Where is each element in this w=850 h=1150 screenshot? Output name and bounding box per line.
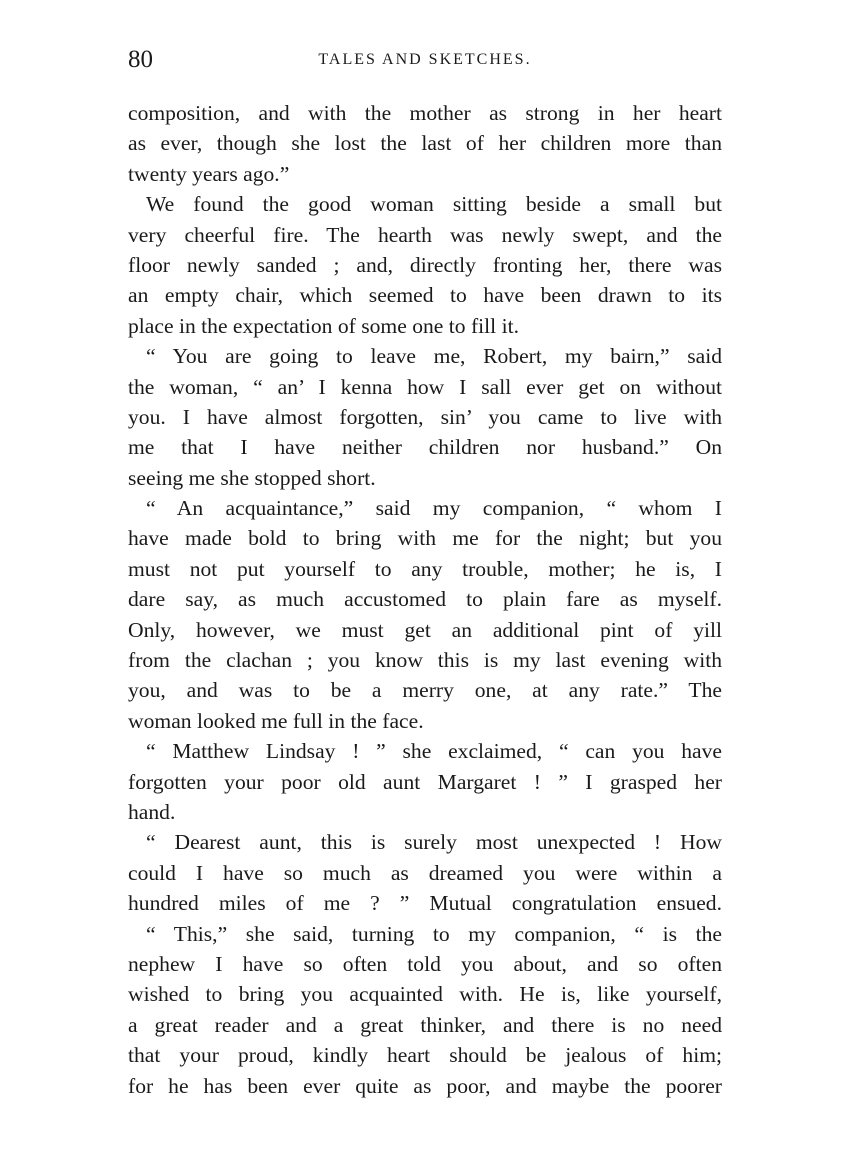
text-line: have made bold to bring with me for the night; but you bbox=[128, 526, 722, 551]
text-line: wished to bring you acquainted with. He is, like yourself, bbox=[128, 982, 722, 1007]
text-line: for he has been ever quite as poor, and maybe the poorer bbox=[128, 1073, 722, 1098]
text-line: could I have so much as dreamed you were within a bbox=[128, 860, 722, 885]
running-head bbox=[128, 44, 722, 76]
text-line: twenty years ago.” bbox=[128, 161, 290, 186]
running-title: TALES AND SKETCHES. bbox=[318, 51, 532, 68]
text-line: We found the good woman sitting beside a small but bbox=[146, 192, 722, 217]
text-line: nephew I have so often told you about, and so often bbox=[128, 951, 722, 976]
text-line: you. I have almost forgotten, sin’ you came to live with bbox=[128, 404, 722, 429]
text-line: as ever, though she lost the last of her children more than bbox=[128, 131, 722, 156]
text-line: Only, however, we must get an additional pint of yill bbox=[128, 617, 722, 642]
body-text bbox=[128, 98, 722, 1101]
text-line: “ Matthew Lindsay ! ” she exclaimed, “ can you have bbox=[146, 739, 722, 764]
text-line: very cheerful fire. The hearth was newly swept, and the bbox=[128, 222, 722, 247]
text-line: the woman, “ an’ I kenna how I sall ever get on without bbox=[128, 374, 722, 399]
text-line: that your proud, kindly heart should be jealous of him; bbox=[128, 1043, 722, 1068]
text-line: “ An acquaintance,” said my companion, “ whom I bbox=[146, 496, 722, 521]
text-line: “ Dearest aunt, this is surely most unexpected ! How bbox=[146, 830, 722, 855]
text-line: woman looked me full in the face. bbox=[128, 708, 424, 733]
text-line: seeing me she stopped short. bbox=[128, 465, 376, 490]
text-line: “ This,” she said, turning to my companion, “ is the bbox=[146, 921, 722, 946]
text-line: floor newly sanded ; and, directly fronting her, there was bbox=[128, 252, 722, 277]
page-number: 80 bbox=[128, 46, 153, 73]
text-line: “ You are going to leave me, Robert, my bairn,” said bbox=[146, 344, 722, 369]
text-line: place in the expectation of some one to fill it. bbox=[128, 313, 519, 338]
text-line: dare say, as much accustomed to plain fare as myself. bbox=[128, 587, 722, 612]
text-line: must not put yourself to any trouble, mother; he is, I bbox=[128, 556, 722, 581]
text-line: you, and was to be a merry one, at any rate.” The bbox=[128, 678, 722, 703]
text-line: an empty chair, which seemed to have been drawn to its bbox=[128, 283, 722, 308]
text-line: composition, and with the mother as strong in her heart bbox=[128, 101, 722, 125]
text-line: from the clachan ; you know this is my last evening with bbox=[128, 648, 722, 673]
text-line: hand. bbox=[128, 799, 176, 824]
text-line: a great reader and a great thinker, and there is no need bbox=[128, 1012, 722, 1037]
text-line: me that I have neither children nor husband.” On bbox=[128, 435, 722, 460]
text-line: forgotten your poor old aunt Margaret ! ” I grasped her bbox=[128, 769, 722, 794]
text-line: hundred miles of me ? ” Mutual congratulation ensued. bbox=[128, 891, 722, 916]
